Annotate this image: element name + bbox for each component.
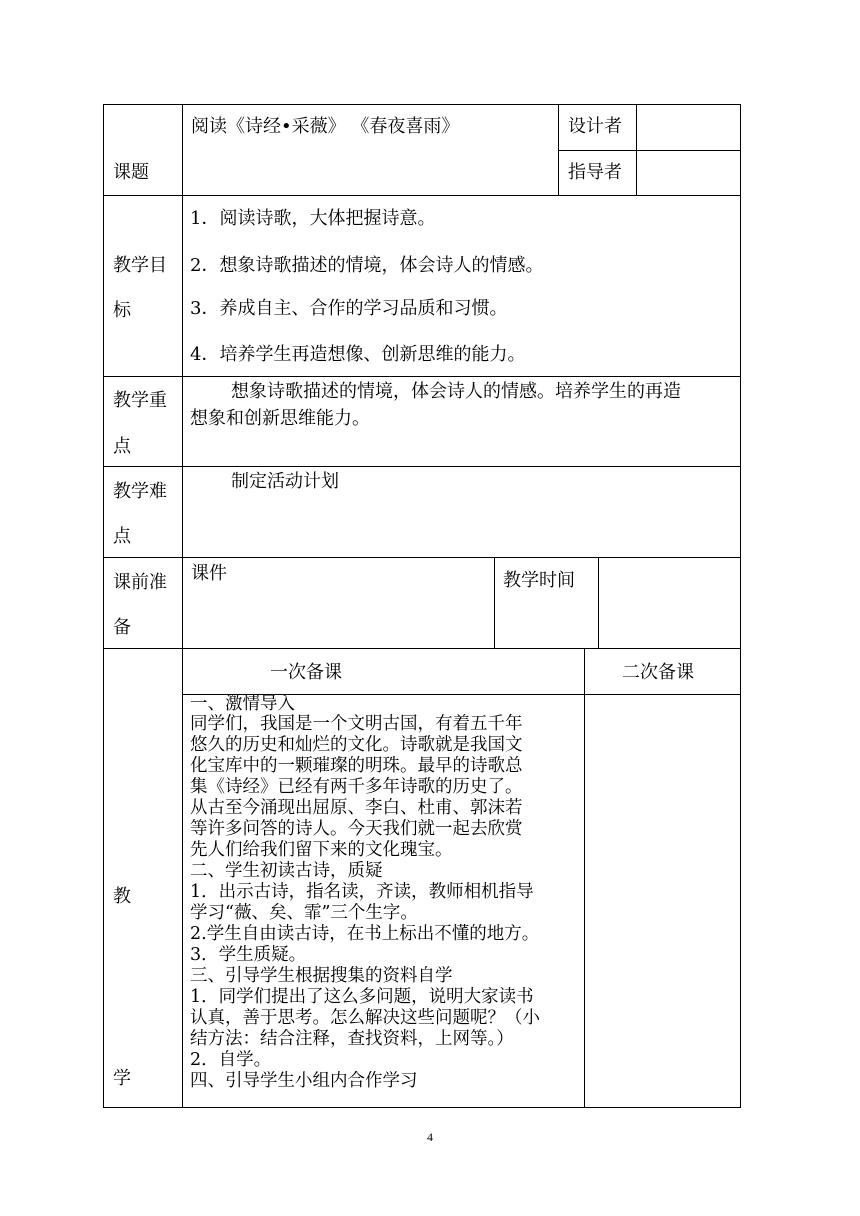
process-line: 1．出示古诗，指名读，齐读，教师相机指导 (190, 882, 534, 902)
process-line: 三、引导学生根据搜集的资料自学 (190, 966, 453, 986)
process-line: 二、学生初读古诗，质疑 (190, 861, 383, 881)
process-line: 一、激情导入 (190, 694, 295, 714)
process-line: 学习“薇、矣、霏”三个生字。 (190, 903, 418, 923)
advisor-label: 指导者 (568, 162, 622, 183)
process-line: 认真，善于思考。怎么解决这些问题呢？（小 (190, 1008, 540, 1028)
preparation-value: 课件 (191, 563, 227, 584)
process-line: 悠久的历史和灿烂的文化。诗歌就是我国文 (190, 735, 523, 755)
page-number: 4 (427, 1130, 433, 1144)
difficulties-label-line1: 教学难 (113, 481, 167, 502)
process-line: 集《诗经》已经有两千多年诗歌的历史了。 (190, 777, 523, 797)
preparation-label-line1: 课前准 (113, 572, 167, 593)
key-points-label-line2: 点 (113, 436, 131, 457)
process-line: 3．学生质疑。 (190, 945, 307, 965)
process-line: 2.学生自由读古诗，在书上标出不懂的地方。 (190, 924, 540, 944)
process-line: 2．自学。 (190, 1050, 272, 1070)
second-prep-header: 二次备课 (622, 662, 694, 683)
process-line: 结方法：结合注释，查找资料，上网等。） (190, 1029, 514, 1049)
process-line: 化宝库中的一颗璀璨的明珠。最早的诗歌总 (190, 756, 523, 776)
process-line: 同学们，我国是一个文明古国，有着五千年 (190, 714, 523, 734)
goals-label-line2: 标 (113, 300, 131, 321)
goal-item: 2．想象诗歌描述的情境，体会诗人的情感。 (190, 255, 544, 276)
goal-item: 4．培养学生再造想像、创新思维的能力。 (190, 344, 526, 365)
topic-label: 课题 (113, 162, 149, 183)
goals-label-line1: 教学目 (113, 255, 167, 276)
process-line: 等许多问答的诗人。今天我们就一起去欣赏 (190, 819, 523, 839)
process-line: 1．同学们提出了这么多问题，说明大家读书 (190, 987, 534, 1007)
preparation-label-line2: 备 (113, 617, 131, 638)
process-label-char2: 学 (113, 1068, 131, 1089)
key-points-label-line1: 教学重 (113, 390, 167, 411)
topic-value: 阅读《诗经•采薇》 《春夜喜雨》 (191, 116, 460, 137)
key-points-line1: 想象诗歌描述的情境，体会诗人的情感。培养学生的再造 (231, 381, 681, 402)
process-line: 从古至今涌现出屈原、李白、杜甫、郭沫若 (190, 798, 523, 818)
process-label-char1: 教 (113, 886, 131, 907)
first-prep-header: 一次备课 (270, 662, 342, 683)
teaching-time-label: 教学时间 (503, 570, 575, 591)
process-line: 先人们给我们留下来的文化瑰宝。 (190, 840, 453, 860)
goal-item: 1．阅读诗歌，大体把握诗意。 (190, 208, 436, 229)
difficulties-text: 制定活动计划 (231, 471, 339, 492)
process-line: 四、引导学生小组内合作学习 (190, 1071, 418, 1091)
key-points-line2: 想象和创新思维能力。 (190, 408, 370, 429)
goal-item: 3．养成自主、合作的学习品质和习惯。 (190, 298, 508, 319)
designer-label: 设计者 (568, 116, 622, 137)
difficulties-label-line2: 点 (113, 526, 131, 547)
